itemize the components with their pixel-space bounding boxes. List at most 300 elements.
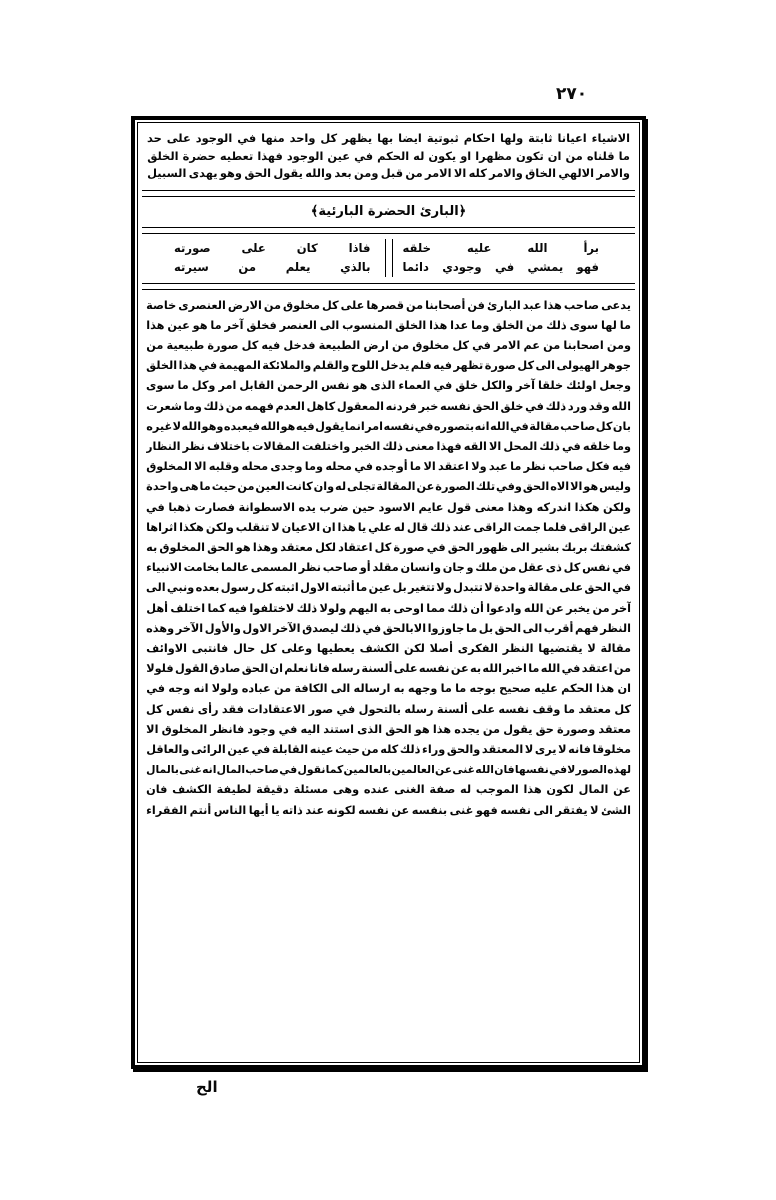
word: صفة [429,783,456,797]
word: النظار [146,439,181,453]
word: الالهي [558,166,595,180]
word: الله [527,240,548,255]
word: فانا [309,662,330,676]
word: بل [392,581,407,595]
word: حد [147,131,162,145]
word: هذا [146,318,165,332]
word: في [414,419,434,433]
word: الطبيعة [318,338,361,352]
body-line [146,336,631,356]
word: كشفتك [589,540,631,554]
word: لا [271,520,280,534]
word: مقالة [527,581,558,595]
word: من [405,166,423,180]
page-border-frame [131,116,646,1069]
word: ما [510,460,522,474]
word: هو [192,318,208,332]
word: المهيمة [218,359,261,373]
word: ان [547,148,562,163]
word: سوى [569,318,599,332]
word: معتقد [578,702,611,716]
word: تظهر [453,359,484,373]
word: يعلم [285,259,311,274]
word: الحق [207,540,234,554]
word: فيه [612,460,631,474]
word: المخلوق [146,460,192,474]
word: فيه [295,419,315,433]
word: في [146,682,166,696]
word: على [166,131,191,145]
body-line [146,760,631,780]
word: العنصر [279,318,317,332]
word: من [565,148,583,163]
word: الاسطوانة [238,500,295,514]
word: يقول [503,722,533,736]
word: ومن [354,166,379,180]
word: الموجب [475,783,519,797]
word: برأ [583,240,599,255]
word: فيه [433,359,453,373]
word: الذى [370,379,396,393]
word: ما [356,581,368,595]
word: صادق [209,662,241,676]
word: الحق [472,399,499,413]
word: اللوح [350,359,379,373]
word: صاحب [322,561,359,575]
word: نفس [321,379,350,393]
word: هذا [178,359,197,373]
word: جمت [513,520,542,534]
verse-column-left [152,239,381,277]
word: الله [181,419,202,433]
word: العنصرى [178,298,226,312]
word: كل [614,702,631,716]
word: يهدى [188,166,218,180]
word: تجلى [347,480,376,494]
word: نفسها [514,763,549,777]
word: لا [587,641,596,655]
word: كاهل [306,399,336,413]
word: وانسان [400,561,441,575]
word: معتقد [280,540,313,554]
word: فهو [576,259,599,274]
word: واحدة [493,581,527,595]
word: بالمال [146,763,179,777]
word: والعاقل [146,742,190,756]
word: ان [617,682,631,696]
word: على [559,581,584,595]
word: يا [357,520,367,534]
word: انه [202,763,217,777]
word: الاشياء [591,131,630,145]
body-line [146,397,631,417]
word: بتصوره [433,419,475,433]
word: أوجده [375,460,408,474]
body-line [146,356,631,376]
word: عقل [518,561,545,575]
word: في [494,259,515,274]
word: الآخر [175,621,204,635]
word: الفقراء [146,803,188,817]
word: حيث [335,742,360,756]
word: القابلة [271,742,309,756]
word: الرائى [191,742,226,756]
word: الى [522,621,543,635]
word: والقلم [312,359,350,373]
word: اندركه [536,500,572,514]
word: خبر [418,399,439,413]
word: سوى [146,379,175,393]
word: والحق [446,742,481,756]
word: في [549,763,568,777]
word: حال [233,641,256,655]
word: لها [600,318,617,332]
word: أقرب [543,621,574,635]
word: به [470,662,482,676]
word: هو [352,379,368,393]
body-line [146,599,631,619]
word: عن [416,480,435,494]
word: صورة [393,540,425,554]
word: ذهبا [168,500,191,514]
word: بالعالمين [343,763,392,777]
word: نفسه [498,702,530,716]
word: عن [391,803,410,817]
word: في [237,131,257,145]
word: الاوائف [146,641,188,655]
word: من [592,601,610,615]
word: عم [523,338,541,352]
word: يقول [273,166,303,180]
page-number: ٢٧٠ [556,84,588,104]
word: كل [241,338,259,352]
word: دقيقة [256,783,289,797]
word: الله [260,419,281,433]
word: اعتقاد [338,540,373,554]
word: ما [177,379,189,393]
word: السبيل [147,166,187,180]
word: من [392,338,410,352]
word: عند [452,520,472,534]
word: فهم [574,621,599,635]
word: في [509,419,529,433]
word: نفس [166,702,195,716]
word: في [251,742,271,756]
word: ولكن [603,500,631,514]
word: لكون [546,783,574,797]
word: الخبر [352,439,381,453]
word: فن [467,298,485,312]
word: صحيح [499,682,531,696]
word: فصارت [194,500,235,514]
word: وقلبه [208,460,240,474]
word: يفتقر [555,803,588,817]
word: على [471,702,496,716]
word: الله [540,662,561,676]
word: الآخر [273,621,301,635]
word: ورد [567,399,588,413]
word: الا [194,460,207,474]
preamble-line [147,165,630,183]
word: في [354,460,374,474]
word: هذا [337,520,356,534]
word: عدا [450,318,469,332]
word: من [263,298,282,312]
word: وصورة [557,722,596,736]
word: خلقا [537,379,564,393]
word: من [543,338,561,352]
word: كله [468,166,487,180]
word: من [499,561,517,575]
word: محله [241,460,269,474]
word: العين [255,480,285,494]
word: و [466,561,474,575]
word: امر [365,419,384,433]
word: عباده [241,682,271,696]
word: صورته [174,240,211,255]
body-line [146,296,631,316]
word: نفس [582,561,611,575]
word: الله [489,419,510,433]
word: مقالة [600,641,631,655]
word: نفسه [383,419,415,433]
word: وجهه [407,682,438,696]
word: الا [146,722,159,736]
word: عالما [221,561,250,575]
word: الانبياء [146,561,182,575]
body-line [146,498,631,518]
word: ونبي [166,581,195,595]
word: عين [167,318,190,332]
word: تلك [475,480,496,494]
word: قلناه [586,148,615,163]
word: في [198,359,218,373]
word: فاذا [348,240,371,255]
word: كل [374,540,392,554]
word: رسله [404,702,434,716]
word: آخر [224,318,244,332]
word: هذا [523,783,542,797]
word: حين [352,500,376,514]
word: الراقى [568,520,607,534]
word: وجدى [270,460,303,474]
word: نظر [182,439,205,453]
word: الى [146,581,166,595]
word: الا [423,460,436,474]
word: ذى [545,561,562,575]
word: فدخل [283,338,316,352]
word: الى [330,682,351,696]
word: الحق [244,166,272,180]
word: الاول [300,581,330,595]
word: ان [322,520,336,534]
word: في [561,662,581,676]
word: خلق [500,399,524,413]
word: وجود [247,722,276,736]
word: استند [323,722,354,736]
word: خلقه [582,439,611,453]
word: المال [578,783,609,797]
catchword: الح [196,1078,218,1096]
word: فهذا [257,148,283,163]
word: على [340,298,365,312]
word: الا [570,480,583,494]
word: أو [359,561,371,575]
word: ذلك [539,439,560,453]
body-line [146,720,631,740]
word: ما [455,682,467,696]
word: وهذا [252,540,279,554]
preamble-line [147,130,630,148]
word: خلقه [402,240,431,255]
word: والامر [489,166,523,180]
word: والملائكة [262,359,312,373]
word: عين [368,581,392,595]
word: ذلك [447,601,468,615]
word: الحكم [561,682,593,696]
word: هو [414,722,430,736]
word: عين [608,520,631,534]
word: فهذا [436,439,462,453]
word: والله [305,166,333,180]
divider-rule [142,283,635,290]
word: شعرت [146,399,182,413]
word: ذلك [340,621,361,635]
word: أيها [248,803,269,817]
word: كانت [285,480,313,494]
word: جاوزوا [427,621,465,635]
word: الى [533,803,553,817]
word: ان [269,662,283,676]
word: الله [523,601,544,615]
word: معنى [474,500,505,514]
word: ذلك [382,439,403,453]
word: وما [304,460,324,474]
word: فهمه [244,399,274,413]
word: ثبوتية [426,131,459,145]
word: كل [321,298,339,312]
word: لاختلفوا [249,601,295,615]
word: خلق [455,379,479,393]
word: صاحب [245,763,279,777]
word: تعطيه [219,148,254,163]
word: الابالحق [382,621,427,635]
word: الوجود [195,131,233,145]
word: فان [494,763,515,777]
word: الى [319,318,340,332]
word: نظر [523,460,546,474]
word: له [335,480,347,494]
word: أنتم [189,803,212,817]
word: واحدة [146,480,179,494]
word: ذلك [430,520,451,534]
word: أن [470,601,484,615]
word: وعلى [281,641,313,655]
word: الى [535,359,556,373]
word: من [405,298,424,312]
word: هذا [543,298,562,312]
word: يقول [315,419,345,433]
word: اثراها [146,520,178,534]
word: فانه [568,742,591,756]
word: والأول [204,621,241,635]
word: لا [172,419,182,433]
word: بها [377,131,394,145]
word: ما [466,621,478,635]
word: العالمين [391,763,435,777]
word: الخلق [146,359,178,373]
word: جان [442,561,465,575]
body-line [146,740,631,760]
word: يكون [428,148,457,163]
word: القابل [239,379,275,393]
word: الرحمن [277,379,319,393]
word: بالذي [340,259,371,274]
word: عين [327,148,351,163]
word: عن [435,763,453,777]
word: والكل [481,379,513,393]
word: بوجه [469,682,496,696]
word: كل [563,561,581,575]
word: الاعيان [281,520,321,534]
word: نفسه [358,803,389,817]
word: انه [193,682,209,696]
word: الخلق [492,318,524,332]
body-line [146,679,631,699]
word: وما [471,318,490,332]
word: امر [218,379,237,393]
body-line [146,316,631,336]
body-line [146,780,631,800]
word: هكذا [574,500,600,514]
word: علي [368,520,392,534]
word: كل [452,338,469,352]
word: المخلوق [161,722,208,736]
word: احكام [463,131,496,145]
word: المقالة [376,480,416,494]
word: نظر [298,561,322,575]
word: البارئ [486,298,521,312]
word: رسول [220,581,256,595]
word: قال [406,520,429,534]
word: بخامت [183,561,220,575]
word: ما [528,662,540,676]
word: ما [619,318,631,332]
word: به [393,682,405,696]
word: المخلوق [159,540,205,554]
word: مسئلة [293,783,329,797]
word: ثابتة [528,131,553,145]
word: في [525,399,544,413]
word: وقف [532,702,561,716]
word: كان [296,240,318,255]
word: الوجود [286,148,324,163]
word: ذلك [203,399,225,413]
body-line [146,457,631,477]
word: لا [484,581,493,595]
word: من [237,480,255,494]
word: ارساله [353,682,391,696]
word: فكل [585,460,610,474]
word: الا [453,166,467,180]
word: عين [227,742,250,756]
word: بعده [195,581,220,595]
word: الحق [494,621,522,635]
word: مخلوق [412,338,450,352]
preamble-line [147,148,630,166]
word: كل [259,641,277,655]
word: فهو [475,803,498,817]
